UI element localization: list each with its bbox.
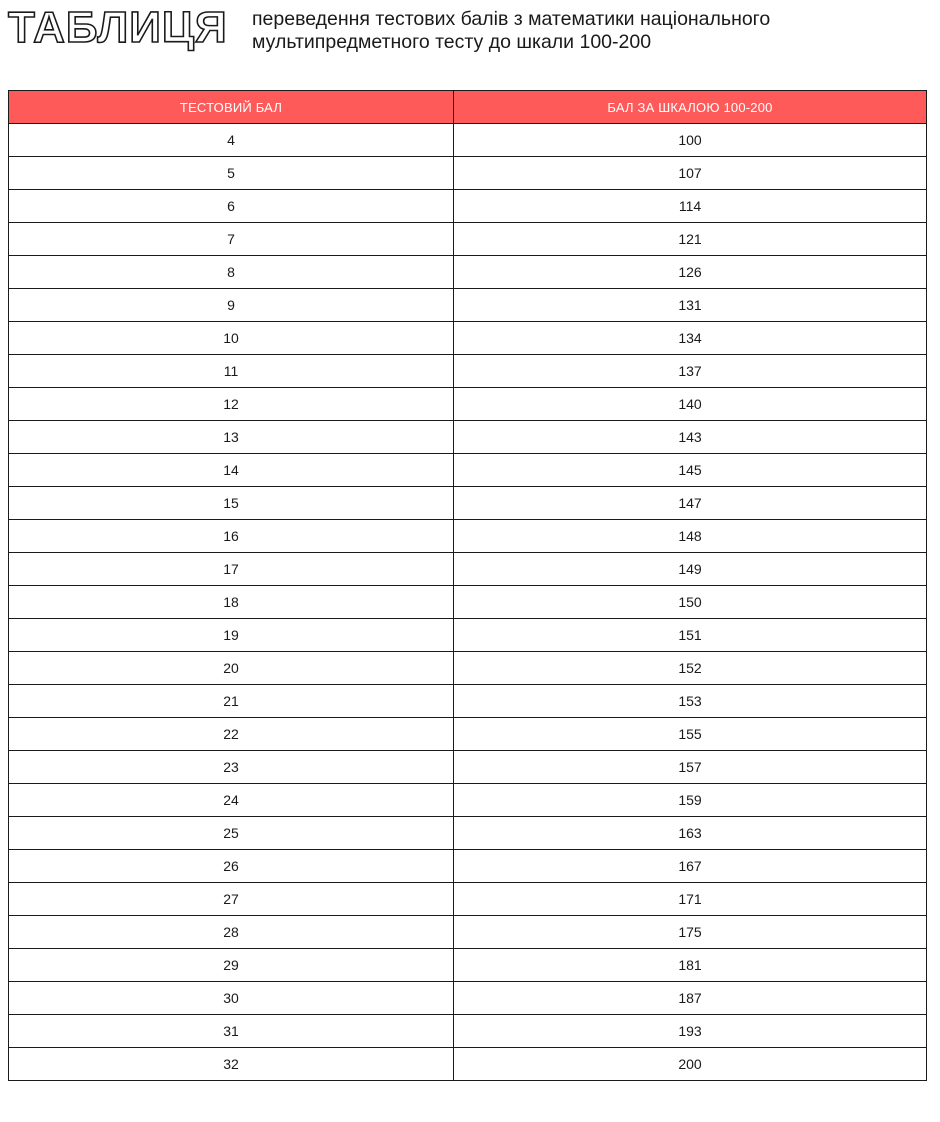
table-body [9, 124, 927, 1081]
scaled-score-cell: 157 [454, 751, 927, 784]
test-score-cell: 10 [9, 322, 454, 355]
scaled-score-cell: 193 [454, 1015, 927, 1048]
test-score-cell: 15 [9, 487, 454, 520]
table-row [9, 421, 927, 454]
scaled-score-cell: 187 [454, 982, 927, 1015]
table-row [9, 1048, 927, 1081]
table-row [9, 850, 927, 883]
test-score-cell: 4 [9, 124, 454, 157]
column-header-test-score: ТЕСТОВИЙ БАЛ [9, 91, 454, 124]
table-row [9, 520, 927, 553]
page-header [8, 0, 932, 60]
column-header-scaled-score: БАЛ ЗА ШКАЛОЮ 100-200 [454, 91, 927, 124]
table-row [9, 751, 927, 784]
table-row [9, 388, 927, 421]
scaled-score-cell: 145 [454, 454, 927, 487]
test-score-cell: 27 [9, 883, 454, 916]
test-score-cell: 14 [9, 454, 454, 487]
table-row [9, 817, 927, 850]
scaled-score-cell: 159 [454, 784, 927, 817]
scaled-score-cell: 151 [454, 619, 927, 652]
scaled-score-cell: 153 [454, 685, 927, 718]
test-score-cell: 18 [9, 586, 454, 619]
scaled-score-cell: 137 [454, 355, 927, 388]
scaled-score-cell: 149 [454, 553, 927, 586]
scaled-score-cell: 148 [454, 520, 927, 553]
scaled-score-cell: 143 [454, 421, 927, 454]
scaled-score-cell: 163 [454, 817, 927, 850]
table-row [9, 916, 927, 949]
conversion-table-container [8, 90, 926, 1081]
scaled-score-cell: 175 [454, 916, 927, 949]
test-score-cell: 9 [9, 289, 454, 322]
scaled-score-cell: 107 [454, 157, 927, 190]
table-row [9, 223, 927, 256]
scaled-score-cell: 181 [454, 949, 927, 982]
table-header-row [9, 91, 927, 124]
scaled-score-cell: 140 [454, 388, 927, 421]
table-row [9, 619, 927, 652]
table-row [9, 949, 927, 982]
scaled-score-cell: 100 [454, 124, 927, 157]
test-score-cell: 19 [9, 619, 454, 652]
scaled-score-cell: 126 [454, 256, 927, 289]
table-row [9, 883, 927, 916]
table-row [9, 652, 927, 685]
table-row [9, 190, 927, 223]
test-score-cell: 11 [9, 355, 454, 388]
test-score-cell: 26 [9, 850, 454, 883]
table-row [9, 784, 927, 817]
table-row [9, 1015, 927, 1048]
scaled-score-cell: 171 [454, 883, 927, 916]
scaled-score-cell: 134 [454, 322, 927, 355]
table-row [9, 289, 927, 322]
conversion-table [8, 90, 927, 1081]
test-score-cell: 22 [9, 718, 454, 751]
table-row [9, 454, 927, 487]
scaled-score-cell: 131 [454, 289, 927, 322]
test-score-cell: 7 [9, 223, 454, 256]
scaled-score-cell: 152 [454, 652, 927, 685]
page-title: ТАБЛИЦЯ [8, 3, 228, 52]
table-row [9, 685, 927, 718]
test-score-cell: 29 [9, 949, 454, 982]
table-row [9, 586, 927, 619]
table-row [9, 355, 927, 388]
table-row [9, 487, 927, 520]
scaled-score-cell: 114 [454, 190, 927, 223]
scaled-score-cell: 200 [454, 1048, 927, 1081]
test-score-cell: 8 [9, 256, 454, 289]
scaled-score-cell: 155 [454, 718, 927, 751]
test-score-cell: 25 [9, 817, 454, 850]
table-row [9, 157, 927, 190]
test-score-cell: 17 [9, 553, 454, 586]
scaled-score-cell: 121 [454, 223, 927, 256]
test-score-cell: 5 [9, 157, 454, 190]
test-score-cell: 12 [9, 388, 454, 421]
test-score-cell: 13 [9, 421, 454, 454]
table-row [9, 553, 927, 586]
scaled-score-cell: 167 [454, 850, 927, 883]
scaled-score-cell: 147 [454, 487, 927, 520]
test-score-cell: 20 [9, 652, 454, 685]
page-subtitle: переведення тестових балів з математики національного мультипредметного тесту до шкали 100-200 [252, 8, 771, 53]
table-row [9, 322, 927, 355]
test-score-cell: 31 [9, 1015, 454, 1048]
test-score-cell: 24 [9, 784, 454, 817]
test-score-cell: 16 [9, 520, 454, 553]
test-score-cell: 28 [9, 916, 454, 949]
test-score-cell: 21 [9, 685, 454, 718]
test-score-cell: 23 [9, 751, 454, 784]
test-score-cell: 6 [9, 190, 454, 223]
table-row [9, 982, 927, 1015]
test-score-cell: 30 [9, 982, 454, 1015]
table-row [9, 256, 927, 289]
test-score-cell: 32 [9, 1048, 454, 1081]
table-row [9, 124, 927, 157]
table-row [9, 718, 927, 751]
scaled-score-cell: 150 [454, 586, 927, 619]
